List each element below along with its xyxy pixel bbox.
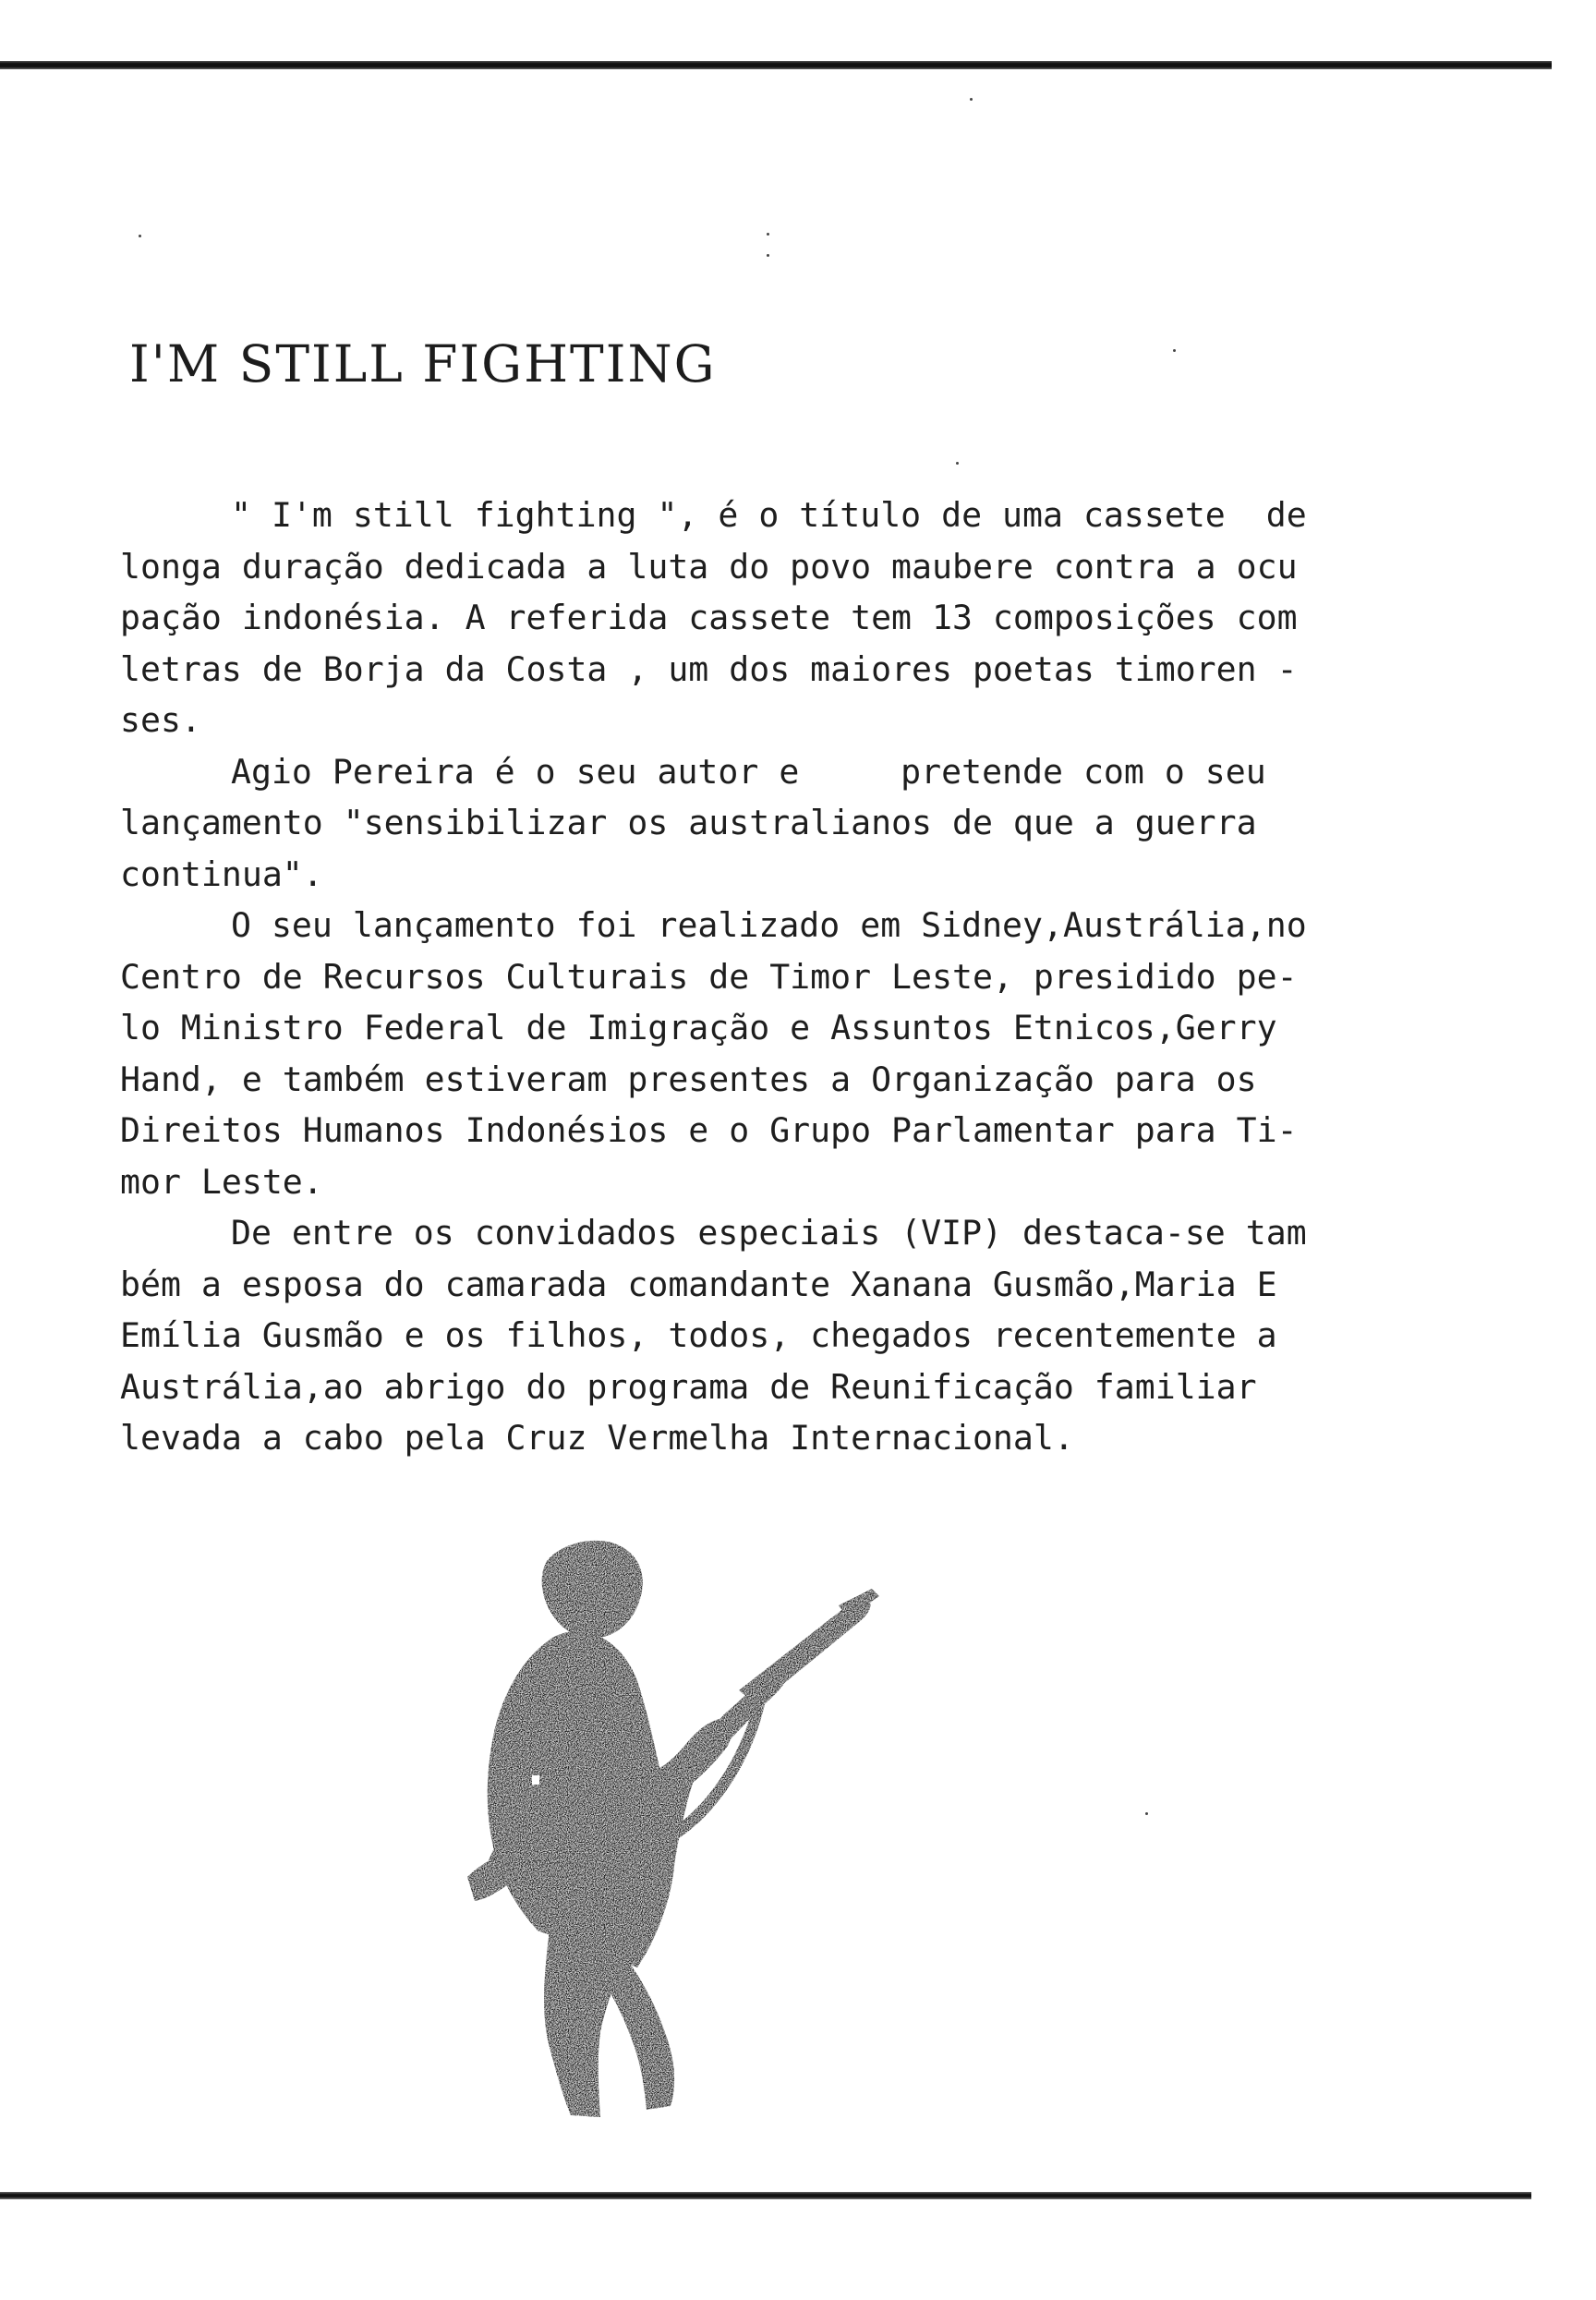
speck: [139, 235, 141, 237]
text-line: De entre os convidados especiais (VIP) destaca-se tam: [231, 1213, 1307, 1253]
text-line: pação indonésia. A referida cassete tem 13 composições com: [120, 598, 1298, 637]
speck: [1173, 349, 1176, 352]
text-line: Agio Pereira é o seu autor e pretende com o seu: [231, 751, 1266, 792]
text-line: levada a cabo pela Cruz Vermelha Internacional.: [120, 1418, 1074, 1458]
text-line: longa duração dedicada a luta do povo maubere contra a ocu: [120, 546, 1298, 587]
text-line: bém a esposa do camarada comandante Xanana Gusmão,Maria E: [120, 1264, 1277, 1304]
speck: [767, 233, 769, 236]
text-line: mor Leste.: [120, 1161, 323, 1202]
speck: [767, 254, 769, 257]
text-line: ses.: [120, 700, 201, 740]
paragraph: [120, 746, 1413, 901]
paragraph: [120, 490, 1413, 746]
text-line: Emília Gusmão e os filhos, todos, chegados recentemente a: [120, 1315, 1277, 1355]
text-line: Centro de Recursos Culturais de Timor Leste, presidido pe-: [120, 956, 1298, 997]
top-rule: [0, 61, 1552, 69]
speck: [956, 462, 959, 465]
paragraph: [120, 1207, 1413, 1464]
text-line: Direitos Humanos Indonésios e o Grupo Parlamentar para Ti-: [120, 1110, 1298, 1150]
bottom-rule: [0, 2192, 1531, 2199]
article-body: [120, 490, 1413, 1464]
speck: [970, 98, 973, 101]
text-line: " I'm still fighting ", é o título de uma cassete de: [231, 495, 1307, 535]
text-line: O seu lançamento foi realizado em Sidney,Austrália,no: [231, 905, 1307, 945]
text-line: lançamento "sensibilizar os australianos de que a guerra: [120, 803, 1257, 842]
soldier-with-rifle-silhouette-icon: [462, 1533, 979, 2143]
paragraph: [120, 900, 1413, 1207]
text-line: Hand, e também estiveram presentes a Organização para os: [120, 1059, 1257, 1099]
text-line: letras de Borja da Costa , um dos maiores poetas timoren -: [120, 648, 1298, 689]
text-line: lo Ministro Federal de Imigração e Assuntos Etnicos,Gerry: [120, 1008, 1277, 1047]
text-line: continua".: [120, 853, 323, 894]
speck: [1145, 1812, 1148, 1815]
page-title: I'M STILL FIGHTING: [129, 334, 717, 393]
text-line: Austrália,ao abrigo do programa de Reunificação familiar: [120, 1366, 1257, 1407]
